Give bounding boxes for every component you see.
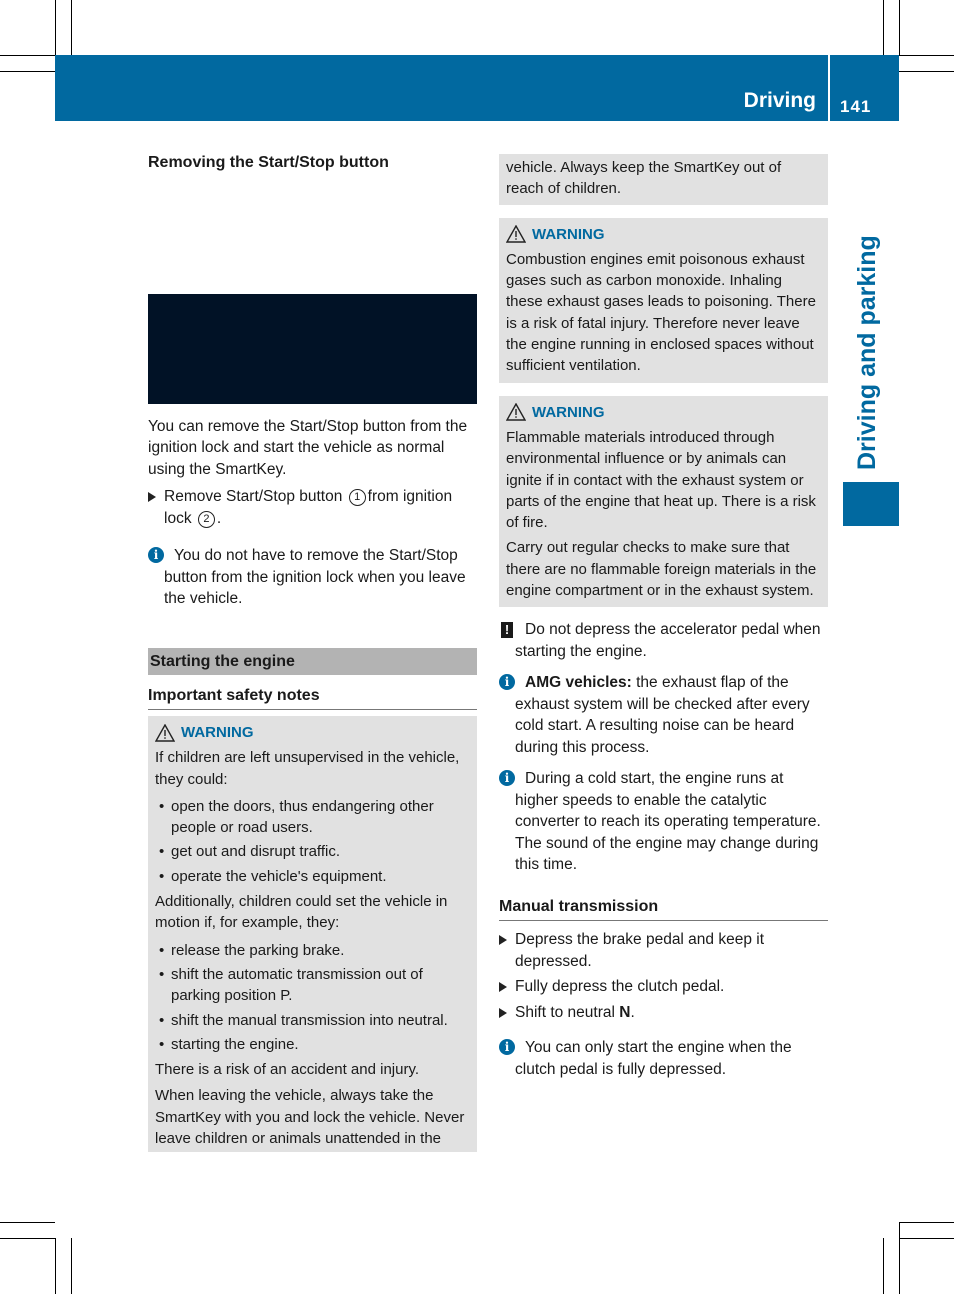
list-item-text: operate the vehicle's equipment. [171,867,387,885]
list-item [155,1034,470,1055]
illustration [148,294,477,404]
bullet-icon: • [159,1011,165,1029]
crop-mark [0,55,55,56]
callout-number: 1 [349,489,366,506]
crop-mark [899,1222,954,1223]
step-arrow-icon [148,492,156,502]
step-arrow-icon [499,1008,507,1018]
warning-label: WARNING [532,403,605,421]
warning-triangle-icon [506,225,526,243]
page-number: 141 [840,97,872,116]
step-remove-button [148,486,477,529]
step-arrow-icon [499,982,507,992]
side-tab-label: Driving and parking [853,235,881,470]
left-column [148,152,477,1152]
crop-mark [0,1238,55,1239]
step-text: . [216,509,222,527]
info-icon: i [148,547,164,563]
section-title: Starting the engine [148,648,477,675]
info-bold-label: AMG vehicles: [525,674,632,692]
header-divider [828,55,830,121]
crop-mark [883,0,884,55]
step-text: Fully depress the clutch pedal. [515,978,725,996]
crop-mark [899,0,900,55]
removing-heading: Removing the Start/Stop button [148,154,389,171]
warning-text: There is a risk of an accident and injury. [155,1061,420,1079]
warning-text: Flammable materials introduced through environmental influence or by animals can ignite if in contact with the exhaust system or parts of the engine that heat up. There is a risk of fire. [506,428,816,532]
info-text: During a cold start, the engine runs at higher speeds to enable the catalytic converter to reach its operating temperature. The sound of the engine may change during this time. [515,770,821,874]
warning-label: WARNING [181,724,254,741]
list-item [155,940,470,961]
list-item [155,841,470,862]
crop-mark [71,1238,72,1294]
gear-label: N [619,1003,631,1021]
list-item [155,866,470,887]
caution-note [499,619,828,662]
step-item [499,976,828,998]
list-item-text: get out and disrupt traffic. [171,843,340,861]
bullet-icon: • [159,867,165,885]
info-icon: i [499,674,515,690]
crop-mark [55,0,56,55]
step-item [499,929,828,972]
crop-mark [71,0,72,55]
manual-transmission-heading: Manual transmission [499,896,828,922]
info-text: You can only start the engine when the clutch pedal is fully depressed. [515,1039,792,1078]
warning-header [155,722,470,743]
callout-number: 2 [198,511,215,528]
bullet-icon: • [159,965,165,983]
step-text: Depress the brake pedal and keep it depressed. [515,931,765,970]
warning-text: Combustion engines emit poisonous exhaust gases such as carbon monoxide. Inhaling these exhaust gases leads to poisoning. There is a risk of fatal injury. Therefore never leave the engine running in enclosed spaces without sufficient ventilation. [506,250,816,375]
step-text: . [630,1003,635,1021]
info-icon: i [499,1039,515,1055]
warning-text: vehicle. Always keep the SmartKey out of reach of children. [506,159,782,198]
crop-mark [0,71,55,72]
side-tab-block [843,482,899,526]
list-item-text: shift the manual transmission into neutral. [171,1011,448,1029]
header-section-title: Driving [743,89,816,112]
list-item [155,796,470,839]
step-text: Remove Start/Stop button [164,488,343,505]
warning-text: Carry out regular checks to make sure that there are no flammable foreign materials in the engine compartment or in the exhaust system. [506,539,817,600]
list-item-text: release the parking brake. [171,941,345,959]
bullet-icon: • [159,941,165,959]
crop-mark [899,55,954,56]
warning-header [506,402,821,423]
info-note [499,1037,828,1080]
list-item-text: shift the automatic transmission out of parking position P. [171,965,423,1005]
warning-box [148,716,477,1152]
bullet-icon: • [159,797,165,815]
info-note [499,768,828,876]
crop-mark [899,71,954,72]
warning-label: WARNING [532,225,605,243]
warning-box-continued [499,154,828,205]
list-item [155,1010,470,1031]
list-item-text: starting the engine. [171,1035,299,1053]
step-text: Shift to neutral [515,1003,615,1021]
exclamation-icon: ! [501,622,513,638]
subheading: Important safety notes [148,685,477,711]
info-note [499,672,828,758]
crop-mark [0,1222,55,1223]
crop-mark [899,1222,900,1294]
note-text: Do not depress the accelerator pedal when starting the engine. [515,621,821,660]
list-item [155,964,470,1007]
info-text: the exhaust flap of the exhaust system will be checked after every cold start. A resulting noise can be heard during this process. [515,674,810,756]
warning-header [506,224,821,245]
warning-text: If children are left unsupervised in the vehicle, they could: [155,749,460,788]
warning-triangle-icon [506,403,526,421]
right-column [499,154,828,1080]
step-item [499,1002,828,1024]
crop-mark [55,1238,56,1294]
crop-mark [883,1238,884,1294]
warning-text: Additionally, children could set the vehicle in motion if, for example, they: [155,893,448,932]
info-text: You do not have to remove the Start/Stop button from the ignition lock when you leave the vehicle. [164,547,466,607]
info-note [148,545,477,610]
intro-paragraph: You can remove the Start/Stop button from the ignition lock and start the vehicle as normal using the SmartKey. [148,417,468,478]
list-item-text: open the doors, thus endangering other people or road users. [171,797,434,837]
warning-triangle-icon [155,724,175,742]
bullet-icon: • [159,843,165,861]
info-icon: i [499,770,515,786]
crop-mark [899,1238,954,1239]
warning-box [499,396,828,608]
warning-box [499,218,828,383]
bullet-icon: • [159,1035,165,1053]
step-arrow-icon [499,935,507,945]
step-text: from ignition lock [164,488,453,527]
warning-text: When leaving the vehicle, always take the SmartKey with you and lock the vehicle. Never leave children or animals unattended in the [155,1087,465,1148]
